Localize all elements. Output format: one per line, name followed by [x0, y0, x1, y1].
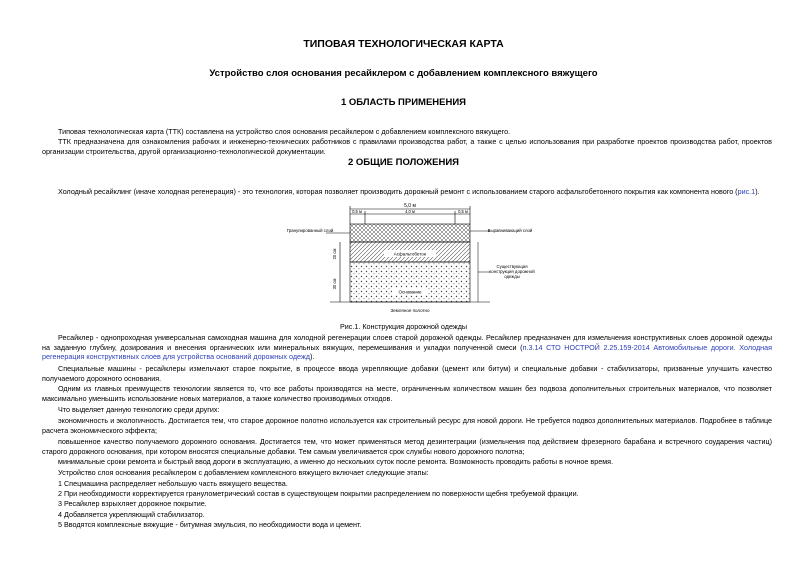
paragraph-quality: повышенное качество получаемого дорожного основания. Достигается тем, что может применяться метод дезинтеграции (измельчения под действием фрезерного барабана и встречного соударения частиц) старого дорожного основания, при котором вносятся специальные добавки. Тем самым увеличивается срок службы нового дорожного полотна;	[42, 437, 772, 456]
label-base: Основание	[398, 289, 422, 295]
paragraph-text-end: ).	[309, 352, 315, 361]
standard-link[interactable]: п.3.14 СТО НОСТРОЙ 2.25.159-2014 Автомобильные дороги. Холодная регенерация конструктивных слоев для устройства оснований дорожных одежд	[42, 342, 773, 361]
section-heading-1: 1 ОБЛАСТЬ ПРИМЕНЕНИЯ	[340, 97, 467, 108]
label-soil: Земляное полотно	[390, 308, 430, 313]
label-granulated: Гранулированный слой	[286, 228, 334, 233]
paragraph-stages: Устройство слоя основания ресайклером с добавлением комплексного вяжущего включает следующие этапы:	[58, 468, 429, 477]
dim-right-label: 0,5 м	[458, 209, 468, 214]
dim-total-label: 5,0 м	[404, 203, 416, 209]
figure-caption: Рис.1. Конструкция дорожной одежды	[339, 322, 468, 331]
list-item-step-3: 3 Ресайклер взрыхляет дорожное покрытие.	[58, 499, 207, 508]
paragraph-what: Что выделяет данную технологию среди других:	[58, 405, 220, 414]
list-item-step-1: 1 Спецмашина распределяет небольшую часть вяжущего вещества.	[58, 479, 288, 488]
doc-title: ТИПОВАЯ ТЕХНОЛОГИЧЕСКАЯ КАРТА	[303, 38, 504, 50]
dim-left-label: 0,5 м	[352, 209, 362, 214]
list-item-step-2: 2 При необходимости корректируется гранулометрический состав в существующем покрытии распределением по поверхности щебня требуемой фракции.	[58, 489, 579, 498]
doc-subtitle: Устройство слоя основания ресайклером с добавлением комплексного вяжущего	[209, 68, 598, 79]
section-heading-2: 2 ОБЩИЕ ПОЛОЖЕНИЯ	[348, 157, 459, 168]
label-asphalt: Асфальтобетон	[393, 251, 427, 257]
dim-30-label: 30 см	[332, 278, 337, 290]
paragraph-text: Холодный ресайклинг (иначе холодная регенерация) - это технология, которая позволяет производить дорожный ремонт с использованием старого асфальтобетонного покрытия как компонента нового (	[58, 187, 738, 196]
dim-20-label: 20 см	[332, 248, 337, 260]
paragraph-scope-2: ТТК предназначена для ознакомления рабочих и инженерно-технических работников с правилами производства работ, а также с целью использования при разработке проектов производства работ, проектов организации строительства, другой организационно-технологической документации.	[42, 137, 772, 156]
paragraph-recycling	[42, 187, 772, 197]
paragraph-special-machines: Специальные машины - ресайклеры измельчают старое покрытие, в процессе ввода укрепляющие добавки (цемент или битум) и специальные добавки - стабилизаторы, призванные улучшить качество получаемого дорожного основания.	[42, 364, 772, 383]
paragraph-recycler	[42, 333, 772, 362]
layer-base	[350, 262, 470, 302]
paragraph-text-end: ).	[755, 187, 760, 196]
paragraph-eco: экономичность и экологичность. Достигается тем, что старое дорожное полотно используется как строительный ресурс для новой дороги. Не требуется подвоз дополнительных материалов. Подробнее в таблице расчета экономического эффекта;	[42, 416, 772, 435]
list-item-step-5: 5 Вводятся комплексные вяжущие - битумная эмульсия, по необходимости вода и цемент.	[58, 520, 362, 529]
label-existing: Существующая конструкция дорожной одежды	[489, 264, 535, 279]
layer-top	[350, 224, 470, 242]
list-item-step-4: 4 Добавляется укрепляющий стабилизатор.	[58, 510, 205, 519]
paragraph-text: Ресайклер - однопроходная универсальная самоходная машина для холодной регенерации слоев старой дорожной одежды. Ресайклер предназначен для измельчения конструктивных слоев дорожной одежды на заданную глубину, дозирования и внесения органических или минеральных вяжущих, перемешивания и укладки полученной смеси (	[42, 333, 772, 352]
road-structure-figure	[270, 200, 540, 318]
paragraph-advantages: Одним из главных преимуществ технологии является то, что все работы производятся на месте, ограниченным количеством машин без подвоза дополнительных строительных материалов, что позволяет максимально уменьшить использование новых материалов, а также количество производимых отходов.	[42, 384, 772, 403]
dim-mid-label: 4,0 м	[405, 209, 415, 214]
paragraph-scope-1: Типовая технологическая карта (ТТК) составлена на устройство слоя основания ресайклером с добавлением комплексного вяжущего.	[58, 127, 511, 136]
label-leveling: Выравнивающий слой	[487, 228, 533, 233]
figure-link[interactable]: рис.1	[737, 187, 756, 196]
paragraph-min-terms: минимальные сроки ремонта и быстрый ввод дороги в эксплуатацию, а именно до нескольких суток после ремонта. Возможность проводить работы в ночное время.	[58, 457, 614, 466]
